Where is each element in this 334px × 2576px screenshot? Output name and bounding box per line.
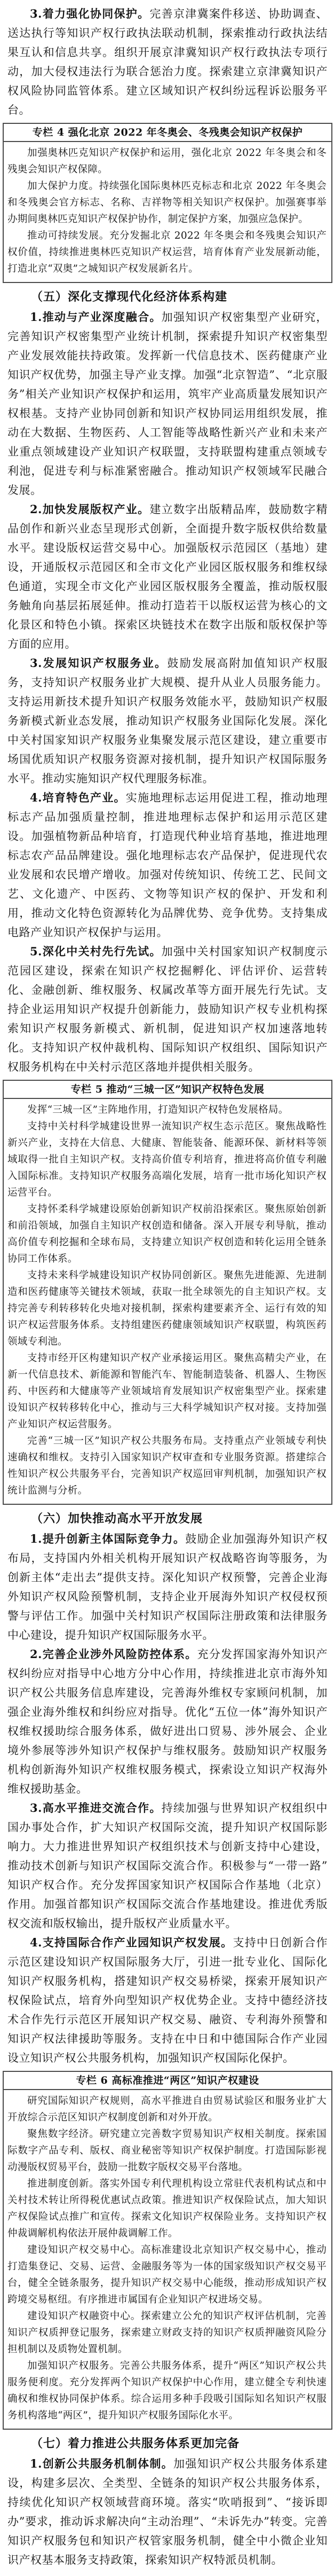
box-paragraph: 发挥“三城一区”主阵地作用，打造知识产权特色发展格局。 bbox=[27, 1104, 289, 1116]
paragraph-text: 鼓励发展高附加值知识产权服务，支持知识产权服务业扩大规模、提升从业人员服务能力。支持运用新技术提升知识产权服务效能水平，鼓励知识产权服务新模式新业态发展，推动知识产权服务业国际化发展。深化中关村国家知识产权服务业集聚发展示范区建设，建立重要市场国优质知识产权服务资源对接机制，提升知识产权国际服务水平。推动实施知识产权代理服务标准。 bbox=[7, 657, 328, 785]
box-paragraph: 加强奥林匹克知识产权保护和运用，强化北京 2022 年冬奥会和冬残奥会知识产权保障。 bbox=[7, 147, 327, 175]
paragraph-lead: 3.发展知识产权服务业。 bbox=[30, 656, 168, 670]
paragraph-public-service-mechanism bbox=[7, 2454, 328, 2570]
paragraph-text: 实施地理标志运用促进工程，推动地理标志产品加强质量控制，推进地理标志保护和运用示范区建设。加强植物新品种培育，打造现代种业培育基地，推进地理标志农产品品牌建设。强化地理标志农产品保护，促进现代农业发展和农民增产增收。加强对传统知识、传统工艺、民间文艺、文化遗产、中医药、文物等知识产权的保护、开发和利用，推动文化特色资源转化为品牌优势、竞争优势。支持集成电路产业知识产权保护与运用。 bbox=[7, 791, 328, 939]
paragraph-text: 鼓励企业加强海外知识产权布局，支持国内外相关机构开展知识产权战略咨询等服务，为创新主体“走出去”提供支持。深化知识产权预警，完善企业海外知识产权风险预警机制，支持企业开展海外知识产权侵权预警与评估工作。加强中关村知识产权国际注册政策和法律服务中心建设，提升知识产权国际服务水平。 bbox=[7, 1533, 328, 1642]
box-title: 专栏 6 高标准推进“两区”知识产权建设 bbox=[4, 2072, 331, 2090]
box-paragraph: 支持市经开区构建知识产权产业承接运用区。聚焦高精尖产业，在新一代信息技术、新能源和智能汽车、智能制造装备、机器人、生物医药、中医药和大健康等产业领域培育发展知识产权密集型产业。探索建设知识产权转移转化中心，推动与三大科学城知识产权对接。支持加强产业知识产权运营服务。 bbox=[7, 1353, 327, 1430]
paragraph-text: 持续加强与世界知识产权组织中国办事处合作，扩大知识产权国际交流，提升知识产权国际影响力。大力推进世界知识产权组织技术与创新支持中心建设，推动技术创新与知识产权国际交流合作。积极参与“一带一路”知识产权合作。充分发挥国家知识产权国际合作基地（北京）作用。加强首都知识产权国际交流合作基地建设。推进优秀版权交流和版权输出，提升版权产业质量水平。 bbox=[7, 1802, 328, 1930]
callout-box-4 bbox=[3, 123, 332, 283]
box-paragraph: 完善“三城一区”知识产权公共服务布局。支持重点产业领域专利快速确权和维权。支持引入国家知识产权审查和专业服务资源。搭建综合性知识产权公共服务平台，完善知识产权巡回审判机制，加强知识产权统计监测与分析。 bbox=[7, 1435, 327, 1496]
paragraph-text: 充分发挥国家海外知识产权纠纷应对指导中心地方分中心作用，持续推进北京市海外知识产权公共服务信息库建设，完善海外维权专家顾问机制，加强企业海外维权和纠纷应对指导。优化“五位一体”海外知识产权维权援助综合服务体系，做好进出口贸易、涉外展会、企业境外参展等涉外知识产权保护与维权服务。鼓励知识产权服务机构创新海外知识产权维权服务模式，探索设立知识产权海外维权援助基金。 bbox=[7, 1648, 328, 1795]
paragraph-characteristic-industry bbox=[7, 788, 328, 942]
section-heading-5: （五）深化支撑现代化经济体系构建 bbox=[31, 290, 228, 304]
paragraph-overseas-risk-control bbox=[7, 1645, 328, 1799]
paragraph-text: 加强知识产权公共服务体系建设，构建多层次、全类型、全链条的知识产权公共服务体系，持续优化知识产权领域营商环境。落实“吹哨报到”、“接诉即办”要求，推动诉求解决向“主动治理”、“未诉先办”转变。完善知识产权服务包和知识产权管家服务机制，健全中小微企业知识产权基本服务支持政策，探索知识产权特派员机制。 bbox=[7, 2457, 328, 2566]
box-body bbox=[4, 1099, 331, 1504]
paragraph-lead: 2.完善企业涉外风险防控体系。 bbox=[30, 1647, 197, 1661]
paragraph-ip-service-industry bbox=[7, 654, 328, 788]
box-paragraph: 支持怀柔科学城建设原始创新知识产权前沿探索区。聚焦原始创新和前沿领域，加强自主知识产权创造和储备。深入开展专利导航，推动高价值专利挖掘和全球布局，支持建立知识产权创造和转化运用全链条协同工作体系。 bbox=[7, 1204, 327, 1265]
paragraph-copyright-industry bbox=[7, 500, 328, 654]
box-title: 专栏 4 强化北京 2022 年冬奥会、冬残奥会知识产权保护 bbox=[4, 124, 331, 142]
box-body bbox=[4, 142, 331, 282]
box-paragraph: 聚焦数字经济。研究建立完善数字贸易知识产权相关制度。探索国际数字产品专利、版权、商业秘密等知识产权保护制度。打造国际影视动漫版权贸易平台，鼓励一批数字版权交易平台落地。 bbox=[7, 2129, 327, 2173]
paragraph-international-cooperation-park bbox=[7, 1933, 328, 2068]
paragraph-text: 加强中关村国家知识产权制度示范园区建设，探索在知识产权挖掘孵化、评估评价、运营转化、金融创新、维权服务、权属改革等方面开展先行先试。支持企业运用知识产权提升创新能力，鼓励知识产权专业机构探索知识产权服务新模式、新机制，促进知识产权加速落地转化。支持知识产权仲裁机构、国际知识产权组织、国际知识产权服务机构在中关村示范区落地并提供相关服务。 bbox=[7, 945, 328, 1073]
paragraph-collaborative-protection bbox=[7, 4, 328, 120]
paragraph-international-competitiveness bbox=[7, 1529, 328, 1645]
paragraph-text: 加强知识产权密集型产业研究，完善知识产权密集型产业统计机制，探索提升知识产权密集型产业发展效能扶持政策。发挥新一代信息技术、医药健康产业知识产权优势，加强主导产业支撑。加强“北京智造”、“北京服务”相关产业知识产权保护和运用，筑牢产业高质量发展知识产权根基。支持产业协同创新和知识产权协同运用组织发展，推动在大数据、生物医药、人工智能等战略性新兴产业和未来产业重点领域建设产业知识产权联盟，支持联盟构建重点领域专利池，促进专利与标准紧密融合。推动知识产权领域军民融合发展。 bbox=[7, 311, 328, 497]
paragraph-lead: 2.加快发展版权产业。 bbox=[30, 502, 150, 516]
box-paragraph: 建设知识产权融资中心。探索建立公允的知识产权评估机制，完善知识产权质押登记服务，探索建立财政支持的知识产权质押融资风险分担机制以及质物处置机制。 bbox=[7, 2311, 327, 2355]
box-paragraph: 加大保护力度。持续强化国际奥林匹克标志和北京 2022 年冬奥会和冬残奥会官方标志、名称、吉祥物等相关知识产权保护。加强赛事举办期间奥林匹克知识产权保护协作，制定保护方案，加强应急保护。 bbox=[7, 180, 327, 225]
paragraph-lead: 1.提升创新主体国际竞争力。 bbox=[30, 1532, 186, 1545]
paragraph-text: 支持中日创新合作示范区建设知识产权国际服务大厅，引进一批专业化、国际化知识产权服务机构，搭建知识产权交易桥梁，探索开展知识产权保险试点，培育外向型知识产权优势企业。支持中德经济技术合作先行示范区开展知识产权交易、融资、专利海外预警和知识产权法律援助等服务。支持在中日和中德国际合作产业园设立知识产权公共服务机构，加强知识产权国际化保护。 bbox=[7, 1936, 328, 2064]
paragraph-lead: 1.创新公共服务机制体制。 bbox=[30, 2457, 173, 2470]
box-paragraph: 研究国际知识产权规则，高水平推进自由贸易试验区和服务业扩大开放综合示范区知识产权制度创新和对外开放。 bbox=[7, 2095, 327, 2123]
section-heading-7: （七）着力推进公共服务体系更加完备 bbox=[31, 2437, 240, 2451]
paragraph-text: 建立数字出版精品库，鼓励数字精品创作和新兴业态呈现形式创新，全面提升数字版权供给数量水平。建设版权运营交易中心。加强版权示范园区（基地）建设，开通版权示范园区和全市文化产业园区版权服务和维权绿色通道，实现全市文化产业园区版权服务全覆盖，推动版权服务触角向基层拓展延伸。推动打造若干以版权运营为核心的文化景区和特色小镇。探索区块链技术在数字出版和版权保护等方面的应用。 bbox=[7, 503, 328, 650]
paragraph-text: 完善京津冀案件移送、协助调查、送达执行等知识产权行政执法联动机制，探索推动行政执法结果互认和信息共享。组织开展京津冀知识产权行政执法专项行动，加大侵权违法行为联合惩治力度。探索建立京津冀知识产权风险协同监管体系。建立区域知识产权纠纷远程诉讼服务平台。 bbox=[7, 7, 328, 116]
callout-box-5 bbox=[3, 1080, 332, 1505]
callout-box-6 bbox=[3, 2071, 332, 2430]
paragraph-exchange-cooperation bbox=[7, 1799, 328, 1933]
paragraph-lead: 5.深化中关村先行先试。 bbox=[30, 945, 162, 958]
box-paragraph: 支持未来科学城建设知识产权协同创新区。聚焦先进能源、先进制造和医药健康等关键技术领域，获取一批全球领先的自主知识产权。支持完善专利转移转化央地对接机制，探索构建要素齐全、运行有效的知识产权运营服务体系。支持组建医药健康领域知识产权联盟，构筑医药领域专利池。 bbox=[7, 1270, 327, 1347]
box-paragraph: 推动可持续发展。充分发掘北京 2022 年冬奥会和冬残奥会知识产权价值，持续推进奥林匹克知识产权运营，培育体育产业发展新动能，打造北京“双奥”之城知识产权发展新名片。 bbox=[7, 230, 327, 274]
box-paragraph: 建设知识产权交易中心。高标准建设北京知识产权交易中心，推动打造集登记、交易、运营、金融服务等为一体的国家级知识产权交易平台，健全全链条服务，提升知识产权交易中心能级，推动形成知识产权跨境交易枢纽。有序推进市属国有企业知识产权进场交易。 bbox=[7, 2244, 327, 2305]
box-paragraph: 加强知识产权服务。完善公共服务体系，提升“两区”知识产权公共服务便利度。充分发挥两个知识产权保护中心作用，建立健全专利快速确权和维权协同保护体系。综合运用多种手段吸引国际知名知识产权服务机构落地“两区”，提升知识产权服务国际化水平。 bbox=[7, 2360, 327, 2421]
paragraph-lead: 4.支持国际合作产业园知识产权发展。 bbox=[30, 1936, 233, 1949]
box-paragraph: 推进制度创新。落实外国专利代理机构设立常驻代表机构试点和中关村技术转让所得税优惠试点政策。推进知识产权保险试点，加大知识产权保险试点推广和宣传。探索文化知识产权保险业务。支持知识产权仲裁调解机构依法开展仲裁调解工作。 bbox=[7, 2178, 327, 2239]
box-title: 专栏 5 推动“三城一区”知识产权特色发展 bbox=[4, 1081, 331, 1099]
section-heading-6: （六）加快推动高水平开放发展 bbox=[31, 1512, 203, 1526]
paragraph-zhongguancun-pilot bbox=[7, 942, 328, 1077]
paragraph-lead: 1.推动与产业深度融合。 bbox=[30, 310, 162, 324]
paragraph-lead: 4.培育特色产业。 bbox=[30, 791, 126, 804]
box-paragraph: 支持中关村科学城建设世界一流知识产权生态示范区。聚焦战略性新兴产业，支持在大信息、大健康、智能装备、能源环保、新材料等领域取得一批自主知识产权。支持高价值专利培育，推进将高价值专利融入国际标准。支持知识产权服务高端化发展，培育一批市场化知识产权运营平台。 bbox=[7, 1121, 327, 1198]
paragraph-industry-integration bbox=[7, 308, 328, 500]
box-body bbox=[4, 2090, 331, 2429]
paragraph-lead: 3.着力强化协同保护。 bbox=[30, 7, 150, 20]
paragraph-lead: 3.高水平推进交流合作。 bbox=[30, 1801, 162, 1815]
